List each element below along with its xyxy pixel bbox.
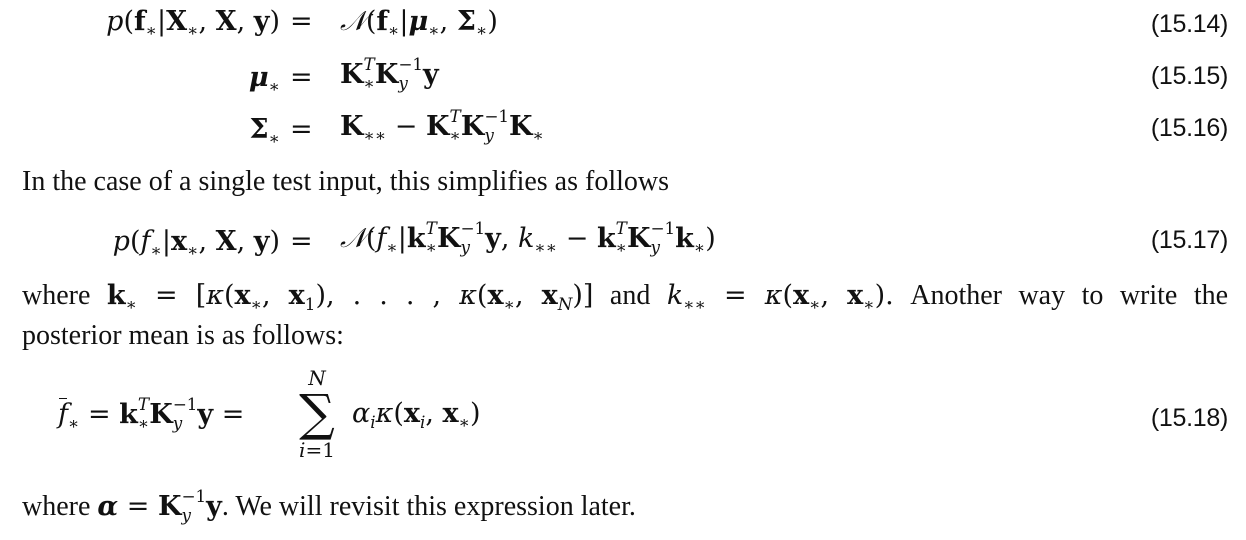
- math-k-star-def: $k_∗ = [\kappa(x_∗$, $x_1$), . . . , $\kappa(x_∗$, $x_N$)]: [106, 280, 594, 314]
- word-where-alpha: where: [22, 491, 91, 523]
- eq-15-17-lhs: $p(f_∗|x_∗$, X, y): [112, 226, 280, 260]
- paragraph-posterior: posterior mean is as follows:: [22, 320, 344, 351]
- summation-symbol: N ∑ i=1: [299, 366, 335, 462]
- eq-15-18-rhs: $\alpha_i\kappa(x_i$, $x_∗$): [352, 398, 481, 432]
- eq-15-14-equals: =: [290, 6, 313, 37]
- eq-15-15-equals: =: [290, 62, 313, 93]
- eq-15-14-rhs: $𝒩(f_∗|\mu_∗$, $\Sigma_∗$): [340, 6, 498, 40]
- another-way-text: Another way to write the: [910, 280, 1229, 311]
- revisit-text: . We will revisit this expression later.: [221, 491, 636, 523]
- word-and: and: [609, 280, 651, 311]
- eq-15-16-lhs: $\Sigma_∗$: [249, 114, 280, 148]
- paragraph-alpha: [22, 486, 636, 525]
- eq-15-17-rhs: $𝒩(f_∗|k$ T ∗ K −1 y y, $k_{∗∗} - k$ T ∗ K −1 y $k_∗$): [340, 218, 716, 258]
- math-alpha-def: α = K −1 y y: [97, 486, 222, 525]
- eq-15-15-lhs: $\mu_∗$: [248, 62, 280, 96]
- eq-15-18-lhs: $f_∗ = k$ T ∗ K −1 y y =: [58, 394, 245, 434]
- eq-15-17-equals: =: [290, 226, 313, 257]
- eq-15-16-rhs: $K_{∗∗} - K$ T ∗ K −1 y $K_∗$: [340, 106, 544, 146]
- equation-number: (15.16): [1150, 114, 1228, 142]
- equation-number: (15.18): [1150, 404, 1228, 432]
- eq-15-16-equals: =: [290, 114, 313, 145]
- equation-15-17: [0, 218, 1246, 262]
- paragraph-single-test: In the case of a single test input, this simplifies as follows: [22, 166, 670, 197]
- equation-15-14: [0, 6, 1246, 42]
- paragraph-where-k: [22, 280, 1228, 314]
- equation-number: (15.14): [1150, 10, 1228, 38]
- equation-number: (15.17): [1150, 226, 1228, 254]
- eq-15-15-rhs: K T ∗ K −1 y y: [340, 54, 439, 93]
- equation-15-16: [0, 106, 1246, 150]
- eq-15-14-lhs: $p(f_∗|X_∗$, X, y): [106, 6, 280, 40]
- equation-15-15: [0, 54, 1246, 98]
- word-where: where: [22, 280, 91, 311]
- equation-number: (15.15): [1150, 62, 1228, 90]
- math-k-starstar-def: $k_{∗∗} = \kappa(x_∗$, $x_∗$).: [666, 280, 894, 314]
